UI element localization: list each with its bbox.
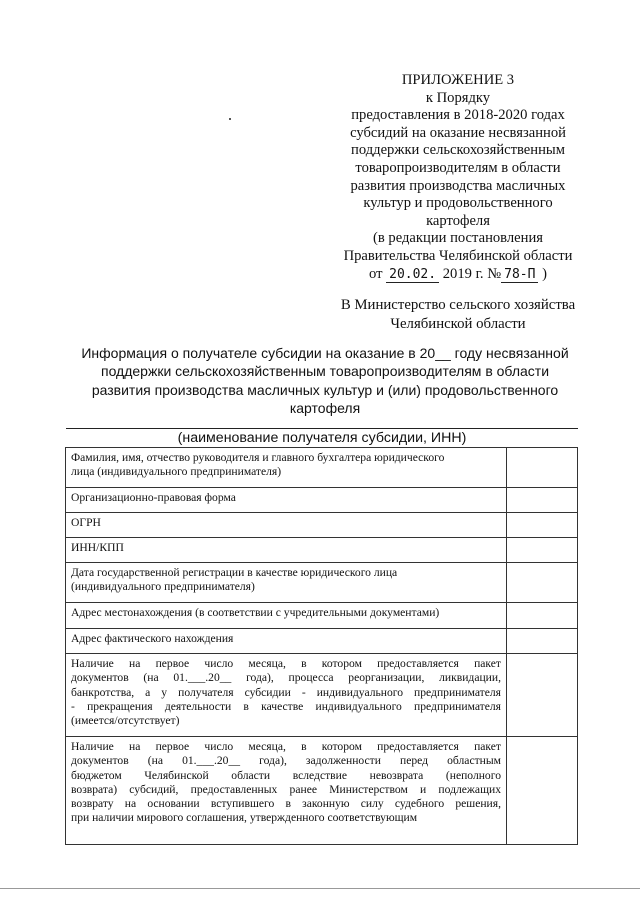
recipient-info-table	[65, 447, 578, 845]
title-line: Информация о получателе субсидии на оказание в 20__ году несвязанной	[81, 345, 569, 361]
header-line: к Порядку	[425, 89, 491, 106]
table-row	[66, 513, 578, 538]
field-label	[66, 538, 507, 563]
field-label-line: ИНН/КПП	[71, 541, 124, 554]
header-line: субсидий на оказание несвязанной	[350, 124, 566, 141]
field-label-line: Наличие на первое число месяца, в котором предоставляется пакет	[71, 740, 501, 753]
field-label	[66, 654, 507, 737]
field-label-line: возврату на основании вступившего в законную силу судебного решения,	[71, 797, 501, 811]
field-value-cell[interactable]	[507, 538, 578, 563]
header-line: развития производства масличных	[350, 177, 566, 194]
doc-number: 78-П	[501, 267, 538, 283]
field-label-line: (индивидуального предпринимателя)	[71, 580, 255, 594]
header-line: Правительства Челябинской области	[343, 247, 573, 264]
field-label-line: при наличии мирового соглашения, утвержденного соответствующим	[71, 811, 418, 825]
date-year: 2019 г. №	[442, 265, 502, 282]
date-suffix: )	[542, 265, 547, 282]
field-label-line: лица (индивидуального предпринимателя)	[71, 465, 282, 479]
header-line: (в редакции постановления	[373, 230, 543, 247]
field-value-cell[interactable]	[507, 629, 578, 654]
field-label-line: банкротства, а у получателя субсидии - индивидуального предпринимателя	[71, 685, 501, 699]
field-label-line: - прекращения деятельности в качестве индивидуального предпринимателя	[71, 699, 501, 713]
field-value-cell[interactable]	[507, 654, 578, 737]
appendix-header	[330, 72, 586, 283]
table-row	[66, 603, 578, 629]
date-line	[330, 266, 586, 284]
date-prefix: от	[368, 265, 383, 282]
recipient-name-caption: (наименование получателя субсидии, ИНН)	[177, 430, 467, 446]
scan-speck	[229, 118, 231, 120]
title-line: развития производства масличных культур и (или) продовольственного	[91, 381, 559, 398]
field-label-line: Дата государственной регистрации в качестве юридического лица	[71, 566, 398, 579]
field-value-cell[interactable]	[507, 563, 578, 603]
header-line: культур и продовольственного	[363, 195, 553, 212]
field-label-line: Наличие на первое число месяца, в котором предоставляется пакет	[71, 657, 501, 670]
table-row	[66, 654, 578, 737]
header-line: поддержки сельскохозяйственным	[351, 142, 565, 159]
field-value-cell[interactable]	[507, 448, 578, 488]
title-line: картофеля	[289, 399, 361, 416]
field-value-cell[interactable]	[507, 603, 578, 629]
field-label-line: Адрес местонахождения (в соответствии с учредительными документами)	[71, 606, 440, 619]
field-label-line: (имеется/отсутствует)	[71, 714, 180, 728]
field-label	[66, 737, 507, 845]
field-label	[66, 563, 507, 603]
title-line: поддержки сельскохозяйственным товаропроизводителям в области	[100, 363, 550, 380]
table-row	[66, 737, 578, 845]
addressee-line: В Министерство сельского хозяйства	[340, 297, 576, 313]
field-label	[66, 448, 507, 488]
field-value-cell[interactable]	[507, 737, 578, 845]
field-value-cell[interactable]	[507, 513, 578, 538]
field-label	[66, 488, 507, 513]
field-label-line: Фамилия, имя, отчество руководителя и главного бухгалтера юридического	[71, 451, 445, 464]
field-label-line: Организационно-правовая форма	[71, 491, 236, 504]
header-line: картофеля	[426, 212, 490, 229]
header-line: товаропроизводителям в области	[355, 159, 561, 176]
field-label-line: возврата) субсидий, предоставленных ранее Министерством и подлежащих	[71, 782, 501, 796]
date-value: 20.02.	[386, 267, 439, 283]
table-row	[66, 448, 578, 488]
table-row	[66, 538, 578, 563]
addressee-line: Челябинской области	[390, 315, 526, 332]
table-row	[66, 563, 578, 603]
appendix-title: ПРИЛОЖЕНИЕ 3	[401, 72, 515, 88]
table-row	[66, 629, 578, 654]
field-label-line: документов (на 01.___.20__ года), задолженности перед областным	[71, 754, 501, 768]
field-label	[66, 629, 507, 654]
page-bottom-edge	[0, 888, 640, 889]
field-label-line: Адрес фактического нахождения	[71, 632, 234, 645]
field-value-cell[interactable]	[507, 488, 578, 513]
table-row	[66, 488, 578, 513]
field-label-line: ОГРН	[71, 516, 101, 529]
header-line: предоставления в 2018-2020 годах	[351, 107, 565, 124]
field-label	[66, 603, 507, 629]
field-label-line: бюджетом Челябинской области вследствие невозврата (неполного	[71, 768, 501, 782]
field-label	[66, 513, 507, 538]
document-title	[70, 344, 580, 417]
field-label-line: документов (на 01.___.20__ года), процесса реорганизации, ликвидации,	[71, 671, 501, 685]
addressee	[330, 296, 586, 333]
